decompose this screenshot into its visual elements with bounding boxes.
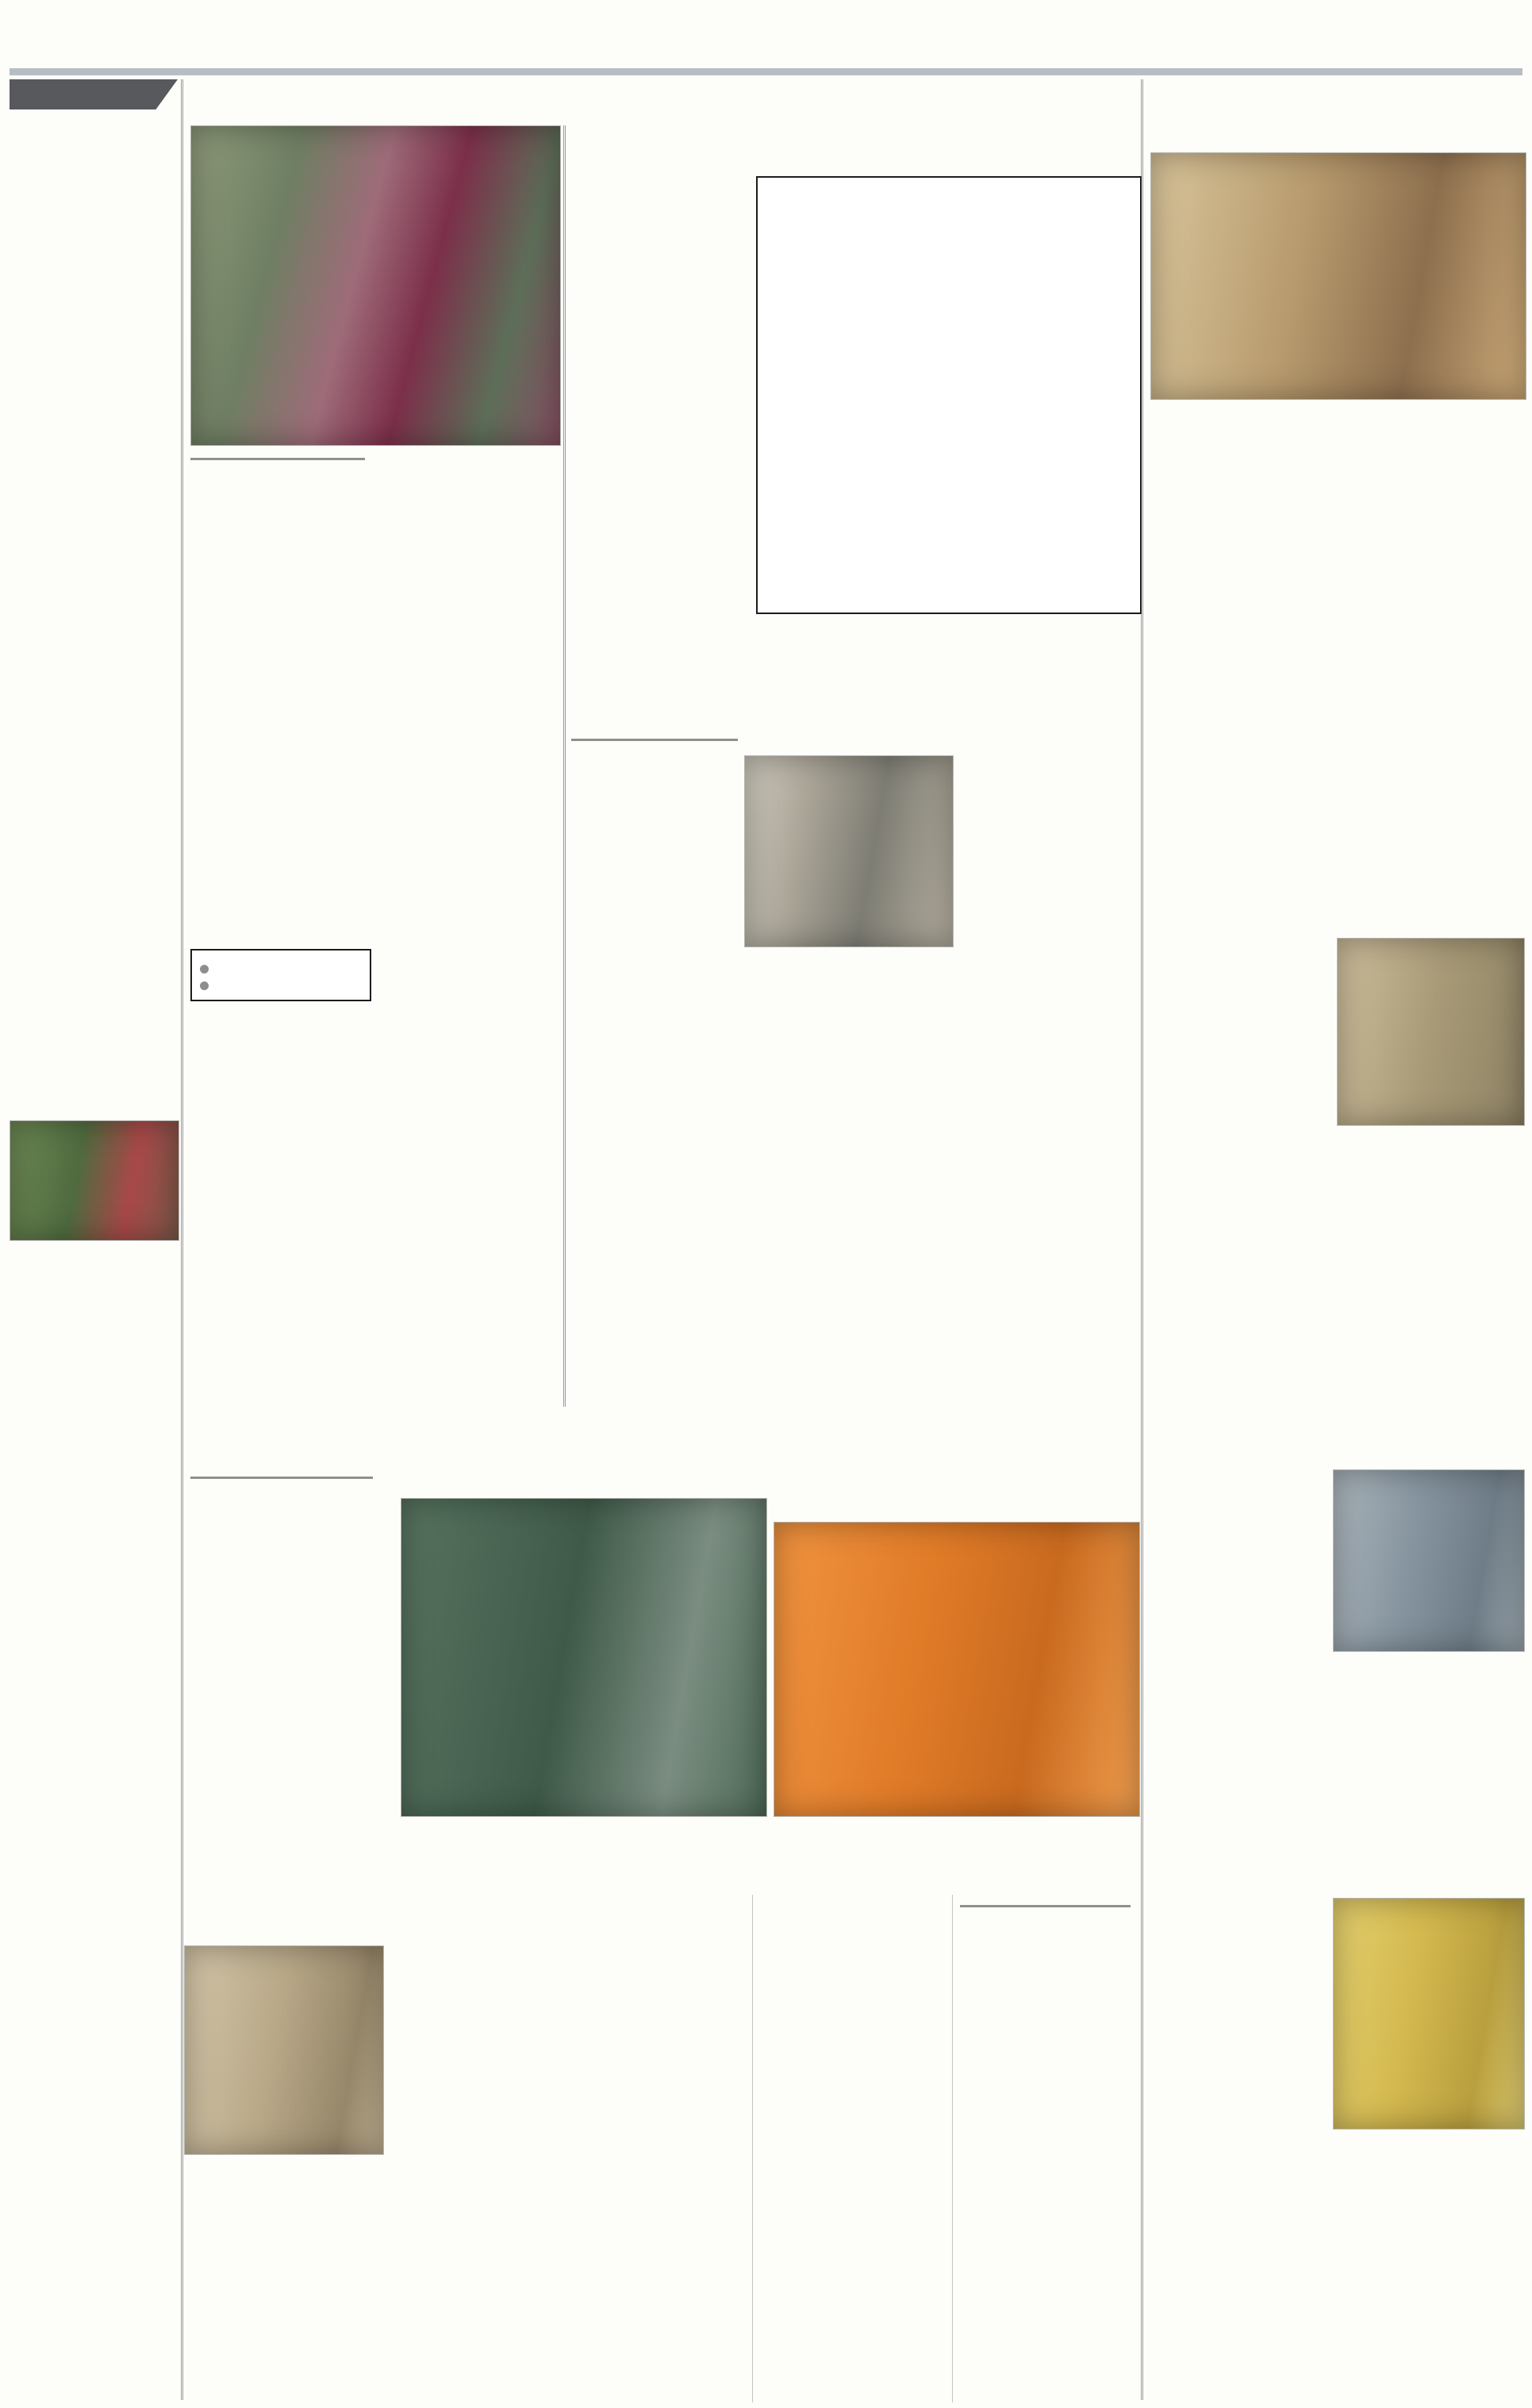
article-chaku-body — [10, 718, 178, 1077]
article-babulal-col2 — [401, 1823, 766, 1891]
article-vidyalaya-col1 — [10, 1945, 176, 2404]
article-rajnitik-col3 — [962, 738, 1138, 1408]
article-sadak-body — [1150, 641, 1525, 857]
header-rule — [10, 68, 1522, 75]
byline-dm-meeting — [571, 732, 738, 741]
bullet-icon — [200, 965, 209, 974]
byline-main — [190, 451, 365, 460]
article-main-col-c — [568, 127, 749, 624]
article-vidyalaya-col2 — [184, 2161, 382, 2404]
article-juari-body — [10, 1247, 178, 1862]
photo-bjp-membership — [774, 1522, 1140, 1817]
article-sp-col2 — [379, 747, 560, 1090]
article-ek-ped-box — [756, 176, 1142, 614]
bullet-icon — [200, 981, 209, 990]
article-vidyalaya-col3 — [390, 1945, 559, 2404]
vertical-rule-bottom-2 — [952, 1895, 953, 2402]
highlight-item — [200, 977, 362, 990]
article-heart-body — [1150, 2263, 1525, 2402]
photo-babulal-ceremony — [401, 1498, 767, 1817]
article-pradesh-col2 — [960, 1936, 1138, 2406]
article-rajnitik-col1 — [571, 768, 735, 1408]
photo-truck-scuffle — [1333, 1469, 1525, 1652]
byline-pradesh — [960, 1898, 1131, 1907]
photo-shahjadi-memorandum — [1337, 938, 1525, 1126]
photo-gamblers — [10, 1120, 179, 1241]
sp-highlight-box — [190, 949, 371, 1001]
article-main-cols-ab — [190, 487, 559, 624]
article-khanij-body — [1150, 1469, 1525, 1809]
article-shayar-body — [1150, 405, 1525, 592]
vertical-rule-left — [181, 79, 183, 2400]
vertical-rule-center — [563, 125, 566, 1407]
photo-anganwadi-honour — [1333, 1898, 1525, 2130]
article-pradesh-col1 — [760, 1895, 946, 2406]
article-ladki-body — [333, 1176, 562, 1408]
article-babulal-col1 — [190, 1511, 390, 1891]
brief-banner — [10, 79, 178, 109]
byline-babulal — [190, 1469, 373, 1479]
article-sp-col1a — [190, 747, 369, 946]
article-shahjadi-body — [1150, 938, 1525, 1423]
article-main-col-d — [756, 124, 1138, 171]
article-shiksha-body — [571, 2049, 750, 2406]
article-rajnitik-col2 — [744, 954, 952, 1408]
article-anganbadi-body — [1150, 1898, 1525, 2206]
article-fsd-body — [10, 189, 178, 608]
highlight-item — [200, 960, 362, 974]
photo-teachers-day-group — [190, 125, 561, 446]
photo-shayar-gosthi — [1150, 152, 1526, 400]
vertical-rule-bottom-1 — [752, 1895, 753, 2402]
photo-school-awards-table — [184, 1945, 384, 2155]
photo-dm-meeting — [744, 755, 954, 947]
article-sp-col1b — [190, 1047, 324, 1408]
